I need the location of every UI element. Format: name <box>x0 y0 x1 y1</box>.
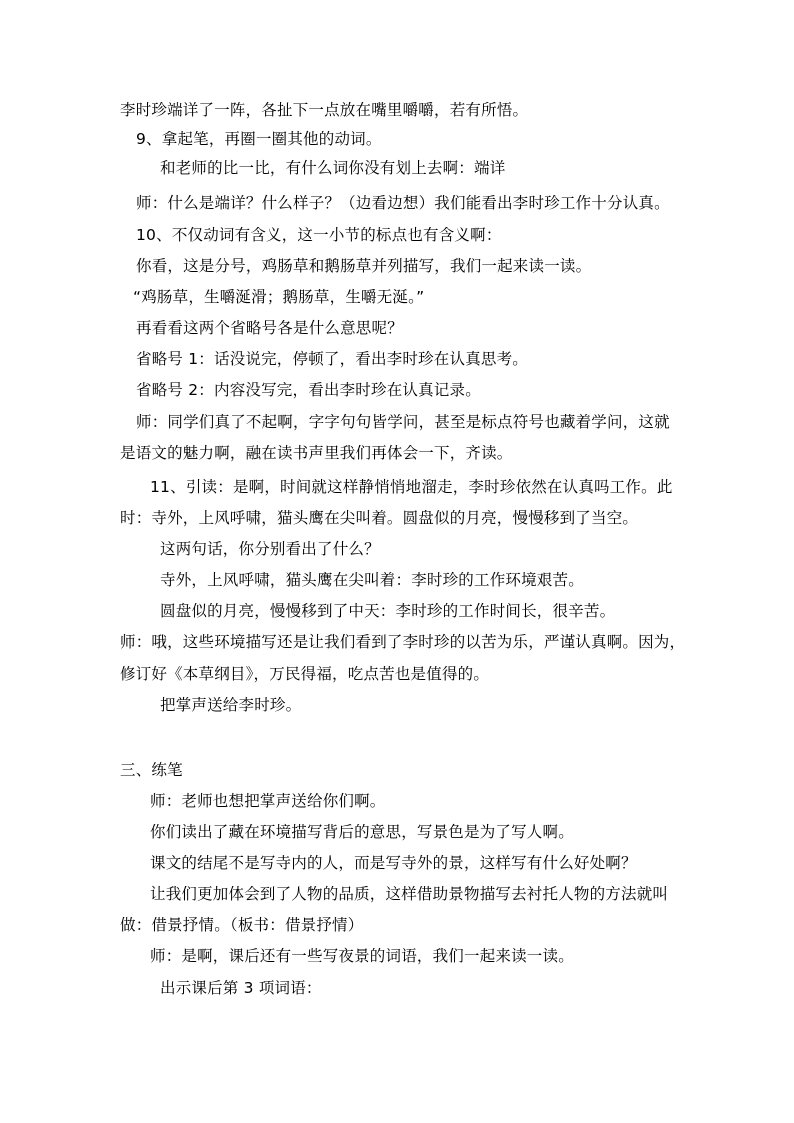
text-line: 师：什么是端详？什么样子？（边看边想）我们能看出李时珍工作十分认真。 <box>136 194 670 212</box>
text-line: 时：寺外，上风呼啸，猫头鹰在尖叫着。圆盘似的月亮，慢慢移到了当空。 <box>120 509 639 527</box>
text-line: 你看，这是分号，鸡肠草和鹅肠草并列描写，我们一起来读一读。 <box>136 257 592 275</box>
text-line: 省略号 2：内容没写完，看出李时珍在认真记录。 <box>136 381 481 399</box>
text-line: 圆盘似的月亮，慢慢移到了中天：李时珍的工作时间长，很辛苦。 <box>160 602 616 620</box>
text-line: 寺外，上风呼啸，猫头鹰在尖叫着：李时珍的工作环境艰苦。 <box>160 571 584 589</box>
text-line: 和老师的比一比，有什么词你没有划上去啊：端详 <box>160 159 506 177</box>
text-line: 把掌声送给李时珍。 <box>160 696 302 714</box>
text-line: 出示课后第 3 项词语： <box>160 979 322 997</box>
text-line: 9、拿起笔，再圈一圈其他的动词。 <box>136 130 382 148</box>
text-line: 李时珍端详了一阵，各扯下一点放在嘴里嚼嚼，若有所悟。 <box>120 101 529 119</box>
section-heading: 三、练笔 <box>120 761 183 779</box>
text-line: 10、不仅动词有含义，这一小节的标点也有含义啊： <box>136 226 502 244</box>
text-line: 你们读出了藏在环境描写背后的意思，写景色是为了写人啊。 <box>150 823 574 841</box>
text-line: 课文的结尾不是写寺内的人，而是写寺外的景，这样写有什么好处啊？ <box>150 854 637 872</box>
text-line: 师：同学们真了不起啊，字字句句皆学问，甚至是标点符号也藏着学问，这就 <box>136 413 670 431</box>
text-line: 11、引读：是啊，时间就这样静悄悄地溜走，李时珍依然在认真吗工作。此 <box>150 478 673 496</box>
text-line: 修订好《本草纲目》，万民得福，吃点苦也是值得的。 <box>120 665 490 683</box>
text-line: 师：哦，这些环境描写还是让我们看到了李时珍的以苦为乐，严谨认真啊。因为， <box>120 633 686 651</box>
text-line: 让我们更加体会到了人物的品质，这样借助景物描写去衬托人物的方法就叫 <box>150 885 669 903</box>
text-line: 师：是啊，课后还有一些写夜景的词语，我们一起来读一读。 <box>150 947 574 965</box>
text-line: 是语文的魅力啊，融在读书声里我们再体会一下，齐读。 <box>120 444 513 462</box>
text-line: 师：老师也想把掌声送给你们啊。 <box>150 792 386 810</box>
text-line: 做：借景抒情。（板书：借景抒情） <box>120 916 364 934</box>
text-line: 这两句话，你分别看出了什么？ <box>160 540 380 558</box>
text-line: 省略号 1：话没说完，停顿了，看出李时珍在认真思考。 <box>136 350 528 368</box>
text-line: “鸡肠草，生嚼涎滑；鹅肠草，生嚼无涎。” <box>133 288 425 306</box>
text-line: 再看看这两个省略号各是什么意思呢？ <box>136 319 403 337</box>
